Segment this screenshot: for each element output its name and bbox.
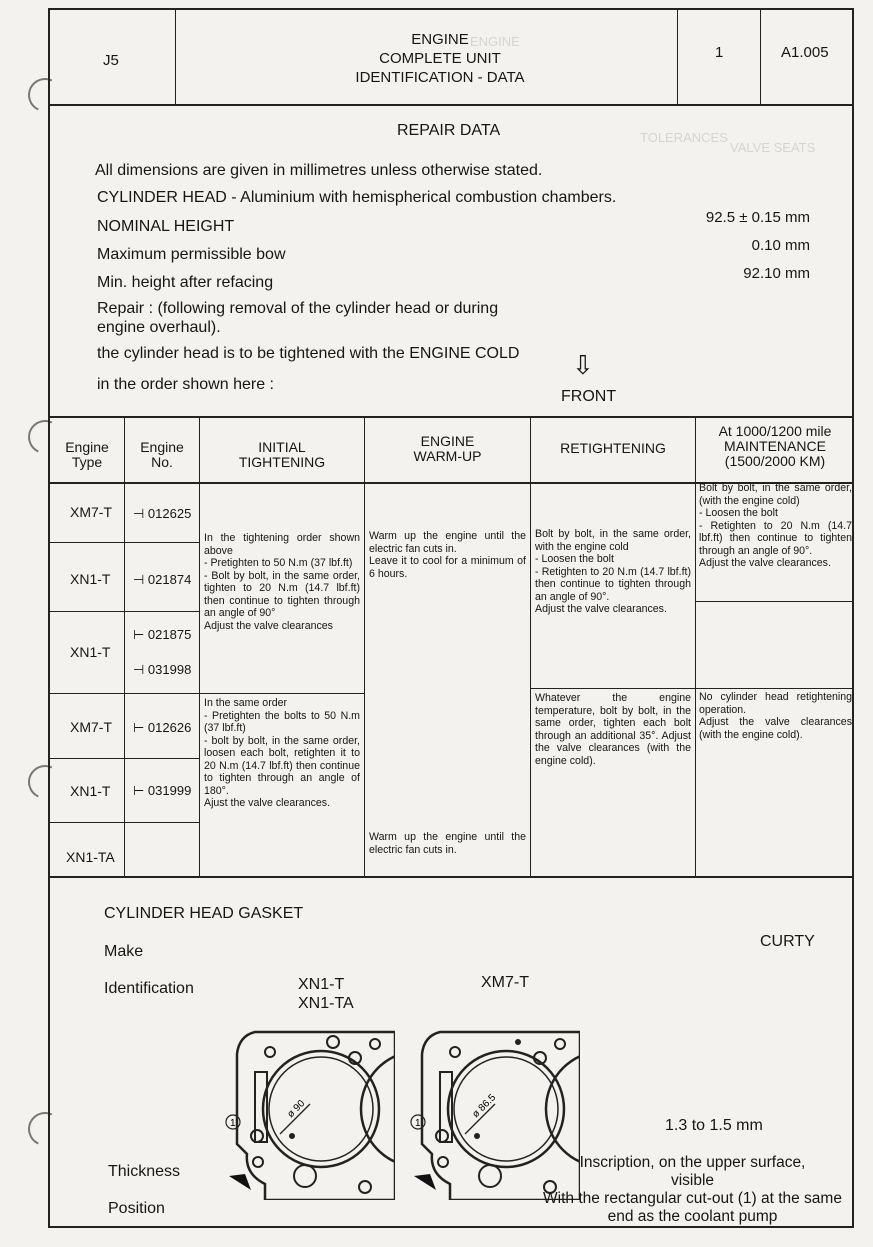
identification-label: Identification	[104, 980, 194, 997]
cylinder-bore	[269, 1057, 373, 1161]
nominal-height-value: 92.5 ± 0.15 mm	[705, 209, 810, 226]
bore-diameter-label: ø 86.5	[470, 1092, 499, 1121]
row-engine-type: XM7-T	[70, 719, 112, 735]
title-line: ENGINE	[411, 31, 469, 48]
repair-data-title: REPAIR DATA	[397, 122, 501, 139]
bore-diameter-label: ø 90	[285, 1098, 308, 1121]
column-line	[364, 416, 365, 876]
header-retightening: RETIGHTENING	[560, 440, 666, 456]
column-line	[695, 416, 696, 876]
warmup-early: Warm up the engine until the electric fan cuts in. Leave it to cool for a minimum of 6 hours.	[369, 530, 526, 580]
row-line	[48, 758, 200, 759]
row-engine-type: XN1-T	[70, 571, 111, 587]
order-note: in the order shown here :	[97, 376, 274, 393]
position-description	[520, 1154, 865, 1226]
bolt-hole	[327, 1036, 339, 1048]
bolt-hole	[289, 1133, 295, 1139]
make-value: CURTY	[760, 933, 815, 950]
row-engine-no: ⊣ 021874	[133, 572, 192, 587]
position-line: With the rectangular cut-out (1) at the same	[543, 1190, 842, 1207]
row-engine-no: ⊢ 031999	[133, 783, 192, 798]
callout-number: 1	[230, 1118, 236, 1129]
bolt-hole	[555, 1039, 565, 1049]
row-engine-no: ⊢ 012626	[133, 720, 192, 735]
warmup-late: Warm up the engine until the electric fan cuts in.	[369, 831, 526, 856]
document-reference: A1.005	[781, 44, 829, 61]
row-engine-type: XN1-T	[70, 644, 111, 660]
bleed-through-text: ENGINE	[470, 34, 520, 49]
initial-tightening-early: In the tightening order shown above - Pretighten to 50 N.m (37 lbf.ft) - Bolt by bolt, in the same order, tighten to 20 N.m (14.7 lbf.ft) then continue to tighten through an angle of 90° Adjust the valve clearances	[204, 532, 360, 632]
bolt-hole	[253, 1157, 263, 1167]
maintenance-late: No cylinder head retightening operation. Adjust the valve clearances (with the engine cold).	[699, 691, 852, 741]
row-engine-type: XM7-T	[70, 504, 112, 520]
bolt-hole	[450, 1047, 460, 1057]
section-code: J5	[103, 52, 119, 69]
row-line	[695, 601, 854, 602]
row-line	[48, 611, 200, 612]
cylinder-head-description: CYLINDER HEAD - Aluminium with hemispherical combustion chambers.	[97, 189, 617, 206]
table-top-line	[48, 416, 854, 418]
bolt-hole	[370, 1039, 380, 1049]
maintenance-early: Bolt by bolt, in the same order, (with the engine cold) - Loosen the bolt - Retighten to 20 N.m (14.7 lbf.ft) then continue to tighten through an angle of 90°. Adjust the valve clearances.	[699, 482, 852, 569]
bolt-hole	[265, 1047, 275, 1057]
row-line	[199, 693, 365, 694]
header-engine-type: Engine Type	[65, 439, 109, 470]
thickness-label: Thickness	[108, 1163, 181, 1180]
column-line	[124, 416, 125, 876]
bolt-hole	[251, 1130, 263, 1142]
header-maintenance: At 1000/1200 mile MAINTENANCE (1500/2000 KM)	[718, 423, 832, 469]
bow-label: Maximum permissible bow	[97, 246, 286, 263]
bolt-hole	[294, 1165, 316, 1187]
ident-xn1-ta: XN1-TA	[298, 995, 354, 1012]
column-line	[530, 416, 531, 876]
make-label: Make	[104, 943, 144, 960]
position-arrow-icon	[414, 1174, 436, 1190]
front-arrow-icon: ⇩	[572, 350, 594, 380]
row-engine-type: XN1-TA	[66, 849, 115, 865]
initial-tightening-late: In the same order - Pretighten the bolts to 50 N.m (37 lbf.ft) - bolt by bolt, in the same order, loosen each bolt, retighten it to 20 N.m (14.7 lbf.ft) then continue to tighten through an angle of 180°. Ajust the valve clearances.	[204, 697, 360, 809]
row-line	[48, 542, 200, 543]
header-initial-tightening: INITIAL TIGHTENING	[238, 439, 326, 470]
ident-xm7-t: XM7-T	[481, 974, 529, 991]
bolt-hole	[438, 1157, 448, 1167]
min-height-label: Min. height after refacing	[97, 274, 274, 291]
gasket-title: CYLINDER HEAD GASKET	[104, 905, 304, 922]
row-engine-no: ⊣ 031998	[133, 662, 192, 677]
front-label: FRONT	[561, 388, 617, 405]
header-col-line	[175, 10, 176, 104]
gasket-drawing-xn1	[225, 1024, 395, 1200]
bolt-hole	[359, 1181, 371, 1193]
min-height-value: 92.10 mm	[743, 265, 810, 282]
row-engine-no: ⊢ 021875	[133, 627, 192, 642]
bolt-hole	[474, 1133, 480, 1139]
title-line: COMPLETE UNIT	[379, 50, 501, 67]
header-engine-no: Engine No.	[140, 439, 184, 470]
bleed-through-text: VALVE SEATS	[730, 140, 816, 155]
position-arrow-icon	[229, 1174, 251, 1190]
bleed-through-text: TOLERANCES	[640, 130, 728, 145]
nominal-height-label: NOMINAL HEIGHT	[97, 218, 235, 235]
header-engine-warmup: ENGINE WARM-UP	[413, 433, 482, 464]
position-label: Position	[108, 1200, 165, 1217]
bolt-hole	[515, 1039, 521, 1045]
row-engine-no: ⊣ 012625	[133, 506, 192, 521]
position-line: end as the coolant pump	[607, 1208, 778, 1225]
ident-xn1-t: XN1-T	[298, 976, 345, 993]
header-col-line	[760, 10, 761, 104]
bow-value: 0.10 mm	[751, 237, 810, 254]
header-col-line	[677, 10, 678, 104]
bolt-hole	[479, 1165, 501, 1187]
row-line	[48, 693, 200, 694]
column-line	[199, 416, 200, 876]
row-line	[48, 822, 200, 823]
table-bottom-line	[48, 876, 854, 878]
header-divider	[48, 104, 854, 106]
bolt-hole	[436, 1130, 448, 1142]
dimensions-note: All dimensions are given in millimetres unless otherwise stated.	[95, 162, 543, 179]
page-number: 1	[715, 44, 724, 61]
page-title	[290, 30, 590, 87]
retightening-early: Bolt by bolt, in the same order, with the engine cold - Loosen the bolt - Retighten to 20 N.m (14.7 lbf.ft) then continue to tighten through an angle of 90°. Adjust the valve clearances.	[535, 528, 691, 615]
row-line	[530, 688, 854, 689]
title-line: IDENTIFICATION - DATA	[355, 69, 525, 86]
cylinder-bore	[454, 1057, 558, 1161]
retightening-late: Whatever the engine temperature, bolt by bolt, in the same order, tighten each bolt through an additional 35°. Adjust the valve clearances (with the engine cold).	[535, 692, 691, 767]
repair-note-line: engine overhaul).	[97, 319, 221, 336]
callout-number: 1	[415, 1118, 421, 1129]
row-engine-type: XN1-T	[70, 783, 111, 799]
tighten-cold-note: the cylinder head is to be tightened with the ENGINE COLD	[97, 345, 520, 362]
position-line: visible	[670, 1172, 715, 1189]
repair-note-line: Repair : (following removal of the cylinder head or during	[97, 300, 499, 317]
position-line: Inscription, on the upper surface,	[579, 1154, 806, 1171]
thickness-value: 1.3 to 1.5 mm	[665, 1117, 763, 1134]
